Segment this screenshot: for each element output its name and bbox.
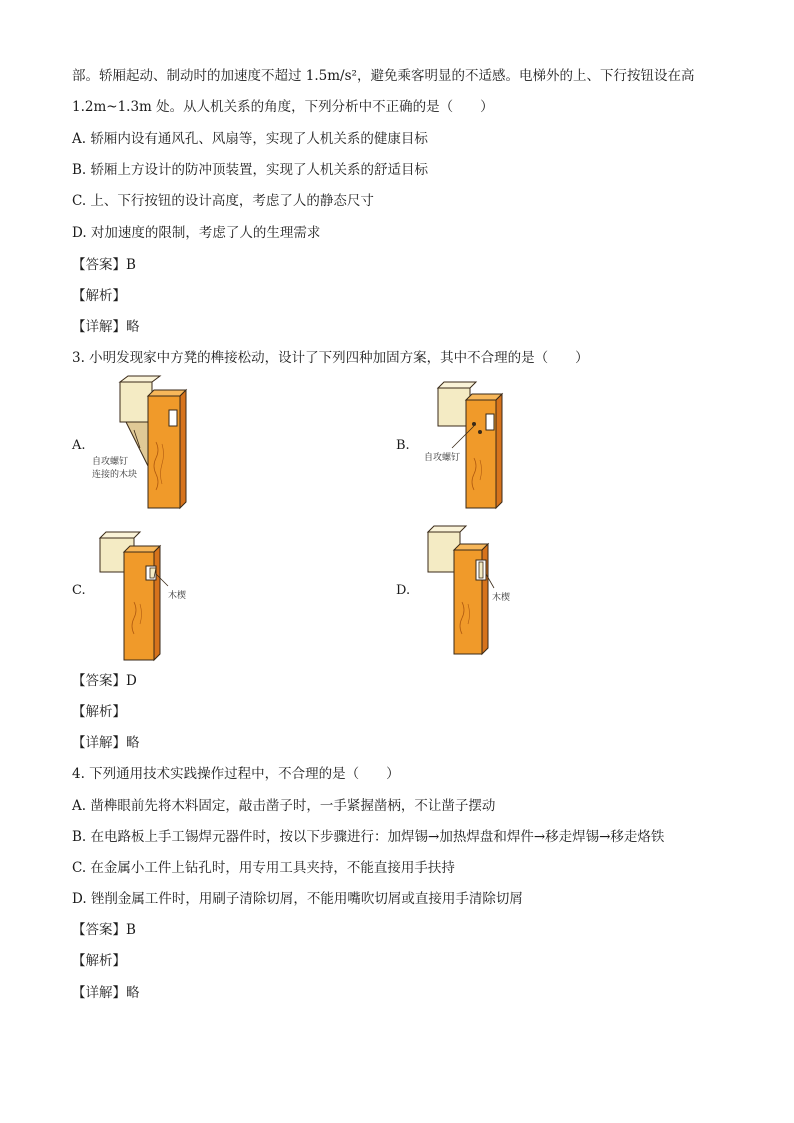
q3-detail: 【详解】略	[72, 735, 140, 751]
stool-joint-diagram-d	[424, 526, 534, 658]
q3-figure-c	[94, 532, 204, 664]
q3-figure-a-label: A.	[72, 438, 86, 453]
q2-option-c: C. 上、下行按钮的设计高度，考虑了人的静态尺寸	[72, 193, 374, 209]
q4-answer: 【答案】B	[72, 922, 136, 938]
q2-analysis: 【解析】	[72, 288, 126, 304]
q3-figure-b-label: B.	[396, 438, 410, 453]
q3-figure-a-caption-2: 连接的木块	[92, 470, 138, 480]
q2-option-b: B. 轿厢上方设计的防冲顶装置，实现了人机关系的舒适目标	[72, 162, 429, 178]
q4-option-d: D. 锉削金属工件时，用刷子清除切屑，不能用嘴吹切屑或直接用手清除切屑	[72, 891, 523, 907]
q4-analysis: 【解析】	[72, 953, 126, 969]
q2-stem-line2: 1.2m~1.3m 处。从人机关系的角度，下列分析中不正确的是（ ）	[72, 99, 494, 115]
q3-figure-c-caption: 木楔	[168, 591, 187, 601]
q2-answer: 【答案】B	[72, 257, 136, 273]
q3-stem: 3. 小明发现家中方凳的榫接松动，设计了下列四种加固方案，其中不合理的是（ ）	[72, 350, 589, 366]
q3-figure-c-label: C.	[72, 583, 86, 598]
q4-detail: 【详解】略	[72, 985, 140, 1001]
q3-analysis: 【解析】	[72, 704, 126, 720]
q3-figure-d-caption: 木楔	[492, 593, 511, 603]
q3-figure-b-caption: 自攻螺钉	[424, 453, 461, 463]
q3-figure-d-label: D.	[396, 583, 411, 598]
q2-detail: 【详解】略	[72, 319, 140, 335]
q4-option-c: C. 在金属小工件上钻孔时，用专用工具夹持，不能直接用手扶持	[72, 860, 455, 876]
q4-stem: 4. 下列通用技术实践操作过程中，不合理的是（ ）	[72, 766, 400, 782]
q3-figure-d	[424, 526, 534, 658]
q3-answer: 【答案】D	[72, 673, 137, 689]
q4-option-b: B. 在电路板上手工锡焊元器件时，按以下步骤进行：加焊锡→加热焊盘和焊件→移走焊锡→移走烙铁	[72, 829, 665, 845]
q2-stem-line1: 部。轿厢起动、制动时的加速度不超过 1.5m/s²，避免乘客明显的不适感。电梯外的上、下行按钮设在高	[72, 68, 695, 84]
stool-joint-diagram-a	[90, 382, 200, 510]
q2-option-d: D. 对加速度的限制，考虑了人的生理需求	[72, 225, 321, 241]
q2-option-a: A. 轿厢内设有通风孔、风扇等，实现了人机关系的健康目标	[72, 131, 428, 147]
stool-joint-diagram-c	[94, 532, 204, 664]
q3-figure-b	[414, 382, 524, 510]
q3-figure-a	[90, 382, 200, 510]
q3-figure-a-caption-1: 自攻螺钉	[92, 457, 129, 467]
stool-joint-diagram-b	[414, 382, 524, 510]
q4-option-a: A. 凿榫眼前先将木料固定，敲击凿子时，一手紧握凿柄，不让凿子摆动	[72, 798, 496, 814]
